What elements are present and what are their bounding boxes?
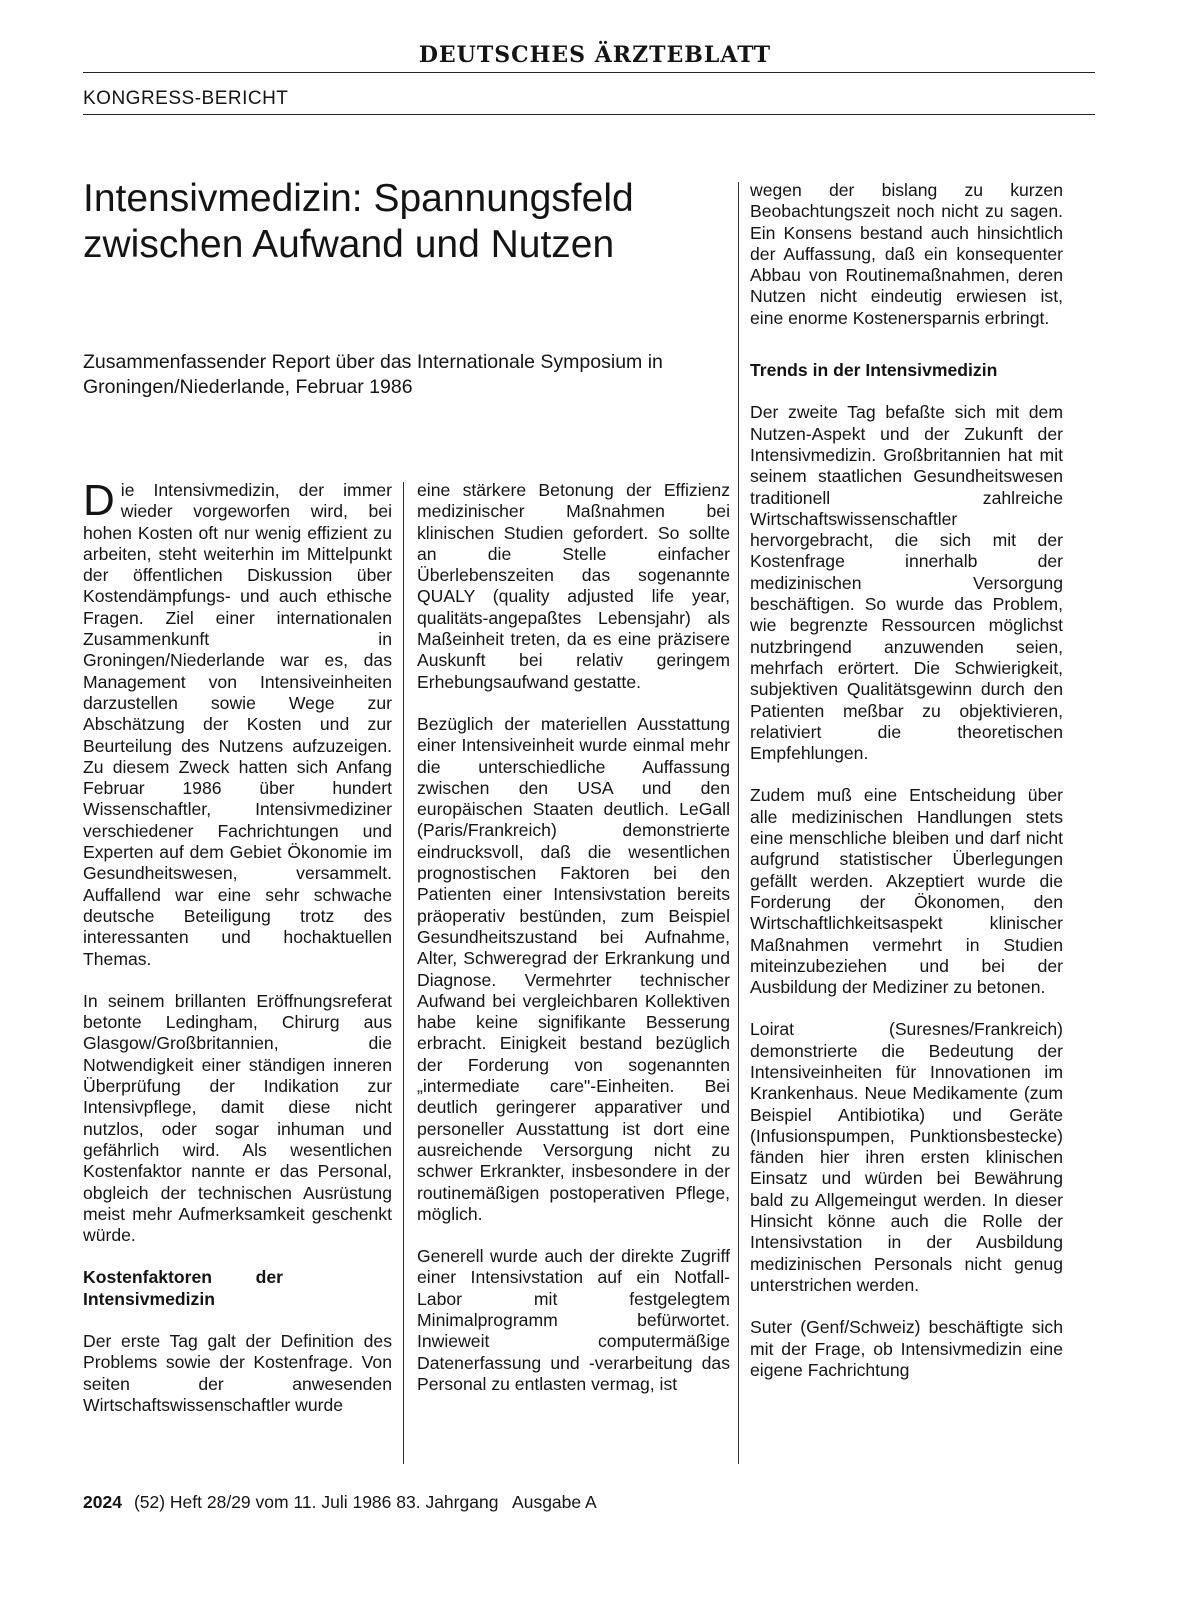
paragraph: In seinem brillanten Eröffnungsreferat betonte Ledingham, Chirurg aus Glasgow/Großbritannien, die Notwendigkeit einer ständigen inneren Überprüfung der Indikation zur Intensivpflege, damit diese nicht nutzlos, oder sogar inhuman und gefährlich wird. Als wesentlichen Kostenfaktor nannte er das Personal, obgleich der technischen Ausrüstung meist mehr Aufmerksamkeit geschenkt würde. xyxy=(83,990,392,1246)
paragraph: Zudem muß eine Entscheidung über alle medizinischen Handlungen stets eine menschliche bleiben und darf nicht aufgrund statistischer Überlegungen gefällt werden. Akzeptiert wurde die Forderung der Ökonomen, den Wirtschaftlichkeitsaspekt klinischer Maßnahmen vermehrt in Studien miteinzubeziehen und bei der Ausbildung der Mediziner zu betonen. xyxy=(750,785,1063,998)
section-rule xyxy=(83,114,1095,115)
page-footer xyxy=(83,1492,597,1513)
column-divider xyxy=(738,182,739,1464)
page-number: 2024 xyxy=(83,1492,122,1512)
paragraph: Loirat (Suresnes/Frankreich) demonstrierte die Bedeutung der Intensiveinheiten für Innovationen im Krankenhaus. Neue Medikamente (zum Beispiel Antibiotika) und Geräte (Infusionspumpen, Punktionsbestecke) fänden hier ihren ersten klinischen Einsatz und würden bei Bewährung bald zu Allgemeingut werden. In dieser Hinsicht könne auch die Rolle der Intensivstation in der Ausbildung medizinischen Personals nicht genug unterstrichen werden. xyxy=(750,1019,1063,1295)
article-title: Intensivmedizin: Spannungsfeld zwischen Aufwand und Nutzen xyxy=(83,177,634,266)
column-3 xyxy=(750,180,1063,1402)
section-label: KONGRESS-BERICHT xyxy=(83,88,289,109)
paragraph: Der zweite Tag befaßte sich mit dem Nutzen-Aspekt und der Zukunft der Intensivmedizin. Großbritannien hat mit seinem staatlichen Gesundheitswesen traditionell zahlreiche Wirtschaftswissenschaftler hervorgebracht, die sich mit der Kostenfrage innerhalb der medizinischen Versorgung beschäftigen. So wurde das Problem, wie begrenzte Ressourcen möglichst nutzbringend anzuwenden seien, mehrfach erörtert. Die Schwierigkeit, subjektiven Qualitätsgewinn durch den Patienten meßbar zu objektivieren, relativiert die theoretischen Empfehlungen. xyxy=(750,402,1063,764)
drop-cap: D xyxy=(83,476,115,525)
paragraph: eine stärkere Betonung der Effizienz medizinischer Maßnahmen bei klinischen Studien gefordert. So sollte an die Stelle einfacher Überlebenszeiten das sogenannte QUALY (quality adjusted life year, qualitäts-angepaßtes Lebensjahr) als Maßeinheit treten, da es eine präzisere Auskunft bei relativ geringem Erhebungsaufwand gestatte. xyxy=(417,480,730,692)
issue-info: (52) Heft 28/29 vom 11. Juli 1986 83. Jahrgang Ausgabe A xyxy=(133,1492,597,1512)
top-rule xyxy=(83,72,1095,73)
column-1 xyxy=(83,476,392,1437)
paragraph: Bezüglich der materiellen Ausstattung einer Intensiveinheit wurde einmal mehr die unterschiedliche Auffassung zwischen den USA und den europäischen Staaten deutlich. LeGall (Paris/Frankreich) demonstrierte eindrucksvoll, daß die wesentlichen prognostischen Faktoren bei den Patienten einer Intensivstation bereits präoperativ bestünden, zum Beispiel Gesundheitszustand bei Aufnahme, Alter, Schweregrad der Erkrankung und Diagnose. Vermehrter technischer Aufwand bei vergleichbaren Kollektiven habe keine signifikante Besserung erbracht. Einigkeit bestand bezüglich der Forderung von sogenannten „intermediate care"-Einheiten. Bei deutlich geringerer apparativer und personeller Ausstattung ist dort eine ausreichende Versorgung nicht zu schwer Erkrankter, insbesondere in der routinemäßigen postoperativen Pflege, möglich. xyxy=(417,713,730,1224)
column-divider xyxy=(403,482,404,1464)
paragraph: Suter (Genf/Schweiz) beschäftigte sich mit der Frage, ob Intensivmedizin eine eigene Fachrichtung xyxy=(750,1317,1063,1380)
column-2 xyxy=(417,480,730,1416)
section-heading: Trends in der Intensivmedizin xyxy=(750,360,998,381)
section-heading: Kostenfaktoren der Intensivmedizin xyxy=(83,1267,283,1309)
paragraph: Der erste Tag galt der Definition des Problems sowie der Kostenfrage. Von seiten der anwesenden Wirtschaftswissenschaftler wurde xyxy=(83,1330,392,1415)
article-subtitle: Zusammenfassender Report über das Internationale Symposium in Groningen/Niederlande, Februar 1986 xyxy=(83,351,663,398)
masthead: DEUTSCHES ÄRZTEBLATT xyxy=(418,42,772,68)
paragraph xyxy=(83,476,392,970)
paragraph: wegen der bislang zu kurzen Beobachtungszeit noch nicht zu sagen. Ein Konsens bestand auch hinsichtlich der Auffassung, daß ein konsequenter Abbau von Routinemaßnahmen, deren Nutzen nicht eindeutig erwiesen ist, eine enorme Kostenersparnis erbringt. xyxy=(750,180,1063,328)
paragraph-text: ie Intensivmedizin, der immer wieder vorgeworfen wird, bei hohen Kosten oft nur wenig effizient zu arbeiten, steht weiterhin im Mittelpunkt der öffentlichen Diskussion über Kostendämpfungs- und auch ethische Fragen. Ziel einer internationalen Zusammenkunft in Groningen/Niederlande war es, das Management von Intensiveinheiten darzustellen sowie Wege zur Abschätzung der Kosten und zur Beurteilung des Nutzens aufzuzeigen. Zu diesem Zweck hatten sich Anfang Februar 1986 über hundert Wissenschaftler, Intensivmediziner verschiedener Fachrichtungen und Experten auf dem Gebiet Ökonomie im Gesundheitswesen, versammelt. Auffallend war eine sehr schwache deutsche Beteiligung trotz des interessanten und hochaktuellen Themas. xyxy=(83,480,392,969)
paragraph: Generell wurde auch der direkte Zugriff einer Intensivstation auf ein Notfall-Labor mit festgelegtem Minimalprogramm befürwortet. Inwieweit computermäßige Datenerfassung und -verarbeitung das Personal zu entlasten vermag, ist xyxy=(417,1246,730,1394)
